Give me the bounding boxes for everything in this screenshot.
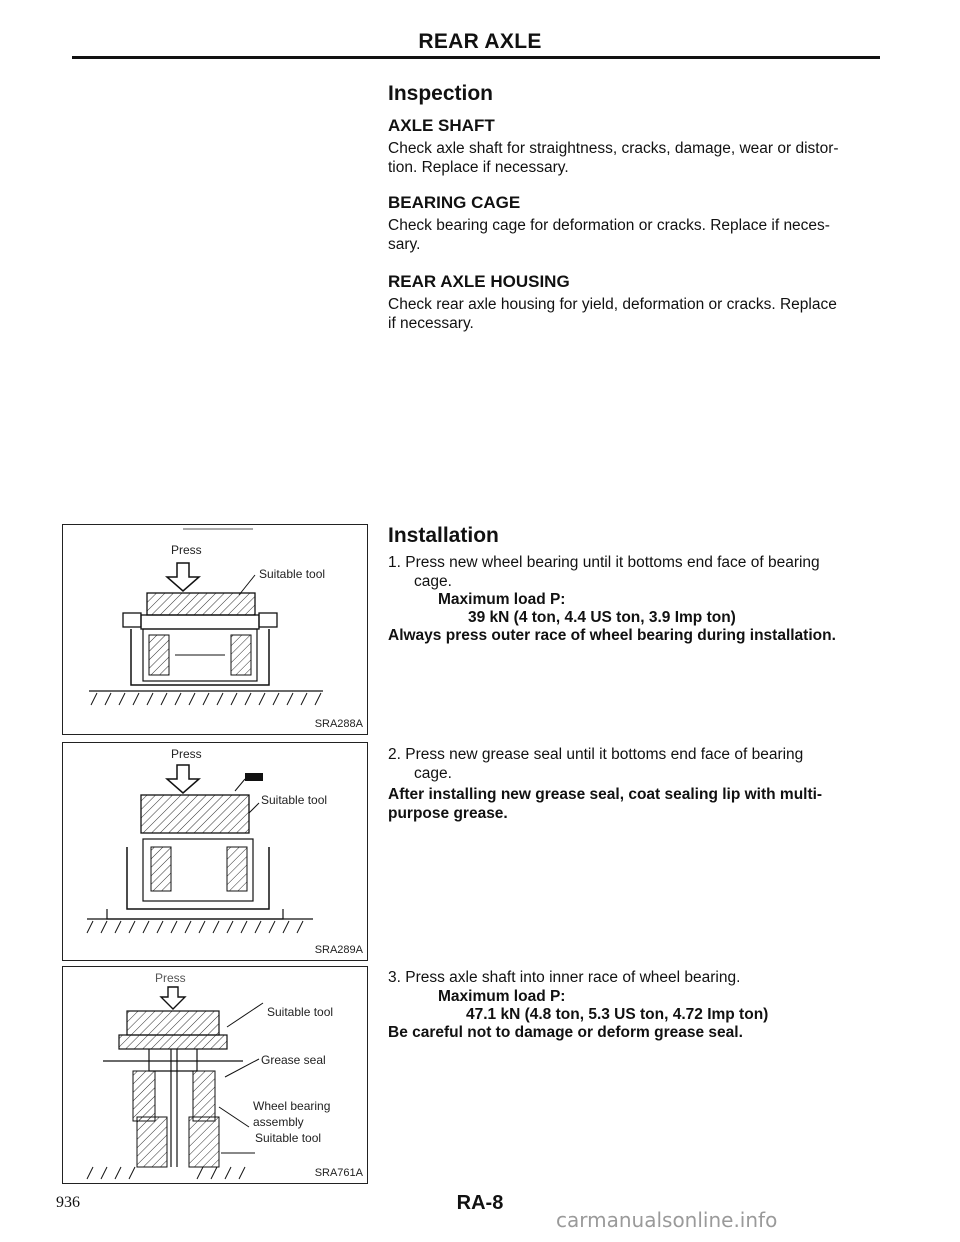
step3-note: Be careful not to damage or deform grease seal.	[388, 1024, 743, 1041]
axle-shaft-text-line1: Check axle shaft for straightness, cracks, damage, wear or distor-	[388, 140, 839, 157]
bearing-cage-text-line1: Check bearing cage for deformation or cracks. Replace if neces-	[388, 217, 830, 234]
installation-title: Installation	[388, 524, 499, 547]
step1-note: Always press outer race of wheel bearing during installation.	[388, 627, 836, 644]
step2-line1: 2. Press new grease seal until it bottoms end face of bearing	[388, 746, 804, 763]
header-rule	[72, 56, 880, 59]
figure-axle-shaft-press	[62, 966, 368, 1184]
fig3-grease-seal-label: Grease seal	[261, 1053, 326, 1067]
bearing-press-illustration	[63, 525, 369, 736]
watermark: carmanualsonline.info	[556, 1208, 778, 1232]
fig1-code: SRA288A	[314, 718, 363, 730]
step1-spec-value: 39 kN (4 ton, 4.4 US ton, 3.9 Imp ton)	[468, 609, 736, 626]
fig3-tool2-label: Suitable tool	[255, 1131, 322, 1145]
figure-seal-press	[62, 742, 368, 961]
step2-note-line2: purpose grease.	[388, 805, 508, 822]
step3-spec-label: Maximum load P:	[438, 988, 566, 1005]
seal-press-illustration	[63, 743, 369, 962]
fig2-press-label: Press	[171, 747, 202, 761]
rear-axle-housing-text-line2: if necessary.	[388, 315, 474, 332]
step3-line1: 3. Press axle shaft into inner race of wheel bearing.	[388, 969, 741, 986]
fig2-tool-label: Suitable tool	[261, 793, 328, 807]
fig3-wheel-bearing-label-line2: assembly	[253, 1115, 304, 1129]
axle-shaft-text-line2: tion. Replace if necessary.	[388, 159, 569, 176]
fig3-press-label: Press	[155, 971, 186, 985]
fig3-wheel-bearing-label-line1: Wheel bearing	[253, 1099, 331, 1113]
step3-spec-value: 47.1 kN (4.8 ton, 5.3 US ton, 4.72 Imp ton)	[466, 1006, 769, 1023]
axle-shaft-press-illustration	[63, 967, 369, 1185]
rear-axle-housing-heading: REAR AXLE HOUSING	[388, 272, 570, 291]
step1-spec-label: Maximum load P:	[438, 591, 566, 608]
step2-note-line1: After installing new grease seal, coat sealing lip with multi-	[388, 786, 823, 803]
bearing-cage-text-line2: sary.	[388, 236, 421, 253]
fig3-tool-label: Suitable tool	[267, 1005, 334, 1019]
figure-bearing-press	[62, 524, 368, 735]
fig3-code: SRA761A	[314, 1167, 363, 1179]
fig1-press-label: Press	[171, 543, 202, 557]
page-header-title: REAR AXLE	[418, 30, 542, 53]
fig2-code: SRA289A	[314, 944, 363, 956]
page-number: RA-8	[456, 1192, 504, 1214]
bearing-cage-heading: BEARING CAGE	[388, 193, 521, 212]
fig1-tool-label: Suitable tool	[259, 567, 326, 581]
step2-line2: cage.	[414, 765, 452, 782]
step1-line2: cage.	[414, 573, 452, 590]
inspection-title: Inspection	[388, 82, 494, 105]
step1-line1: 1. Press new wheel bearing until it bottoms end face of bearing	[388, 554, 820, 571]
axle-shaft-heading: AXLE SHAFT	[388, 116, 495, 135]
rear-axle-housing-text-line1: Check rear axle housing for yield, deformation or cracks. Replace	[388, 296, 837, 313]
left-page-number: 936	[56, 1194, 80, 1211]
